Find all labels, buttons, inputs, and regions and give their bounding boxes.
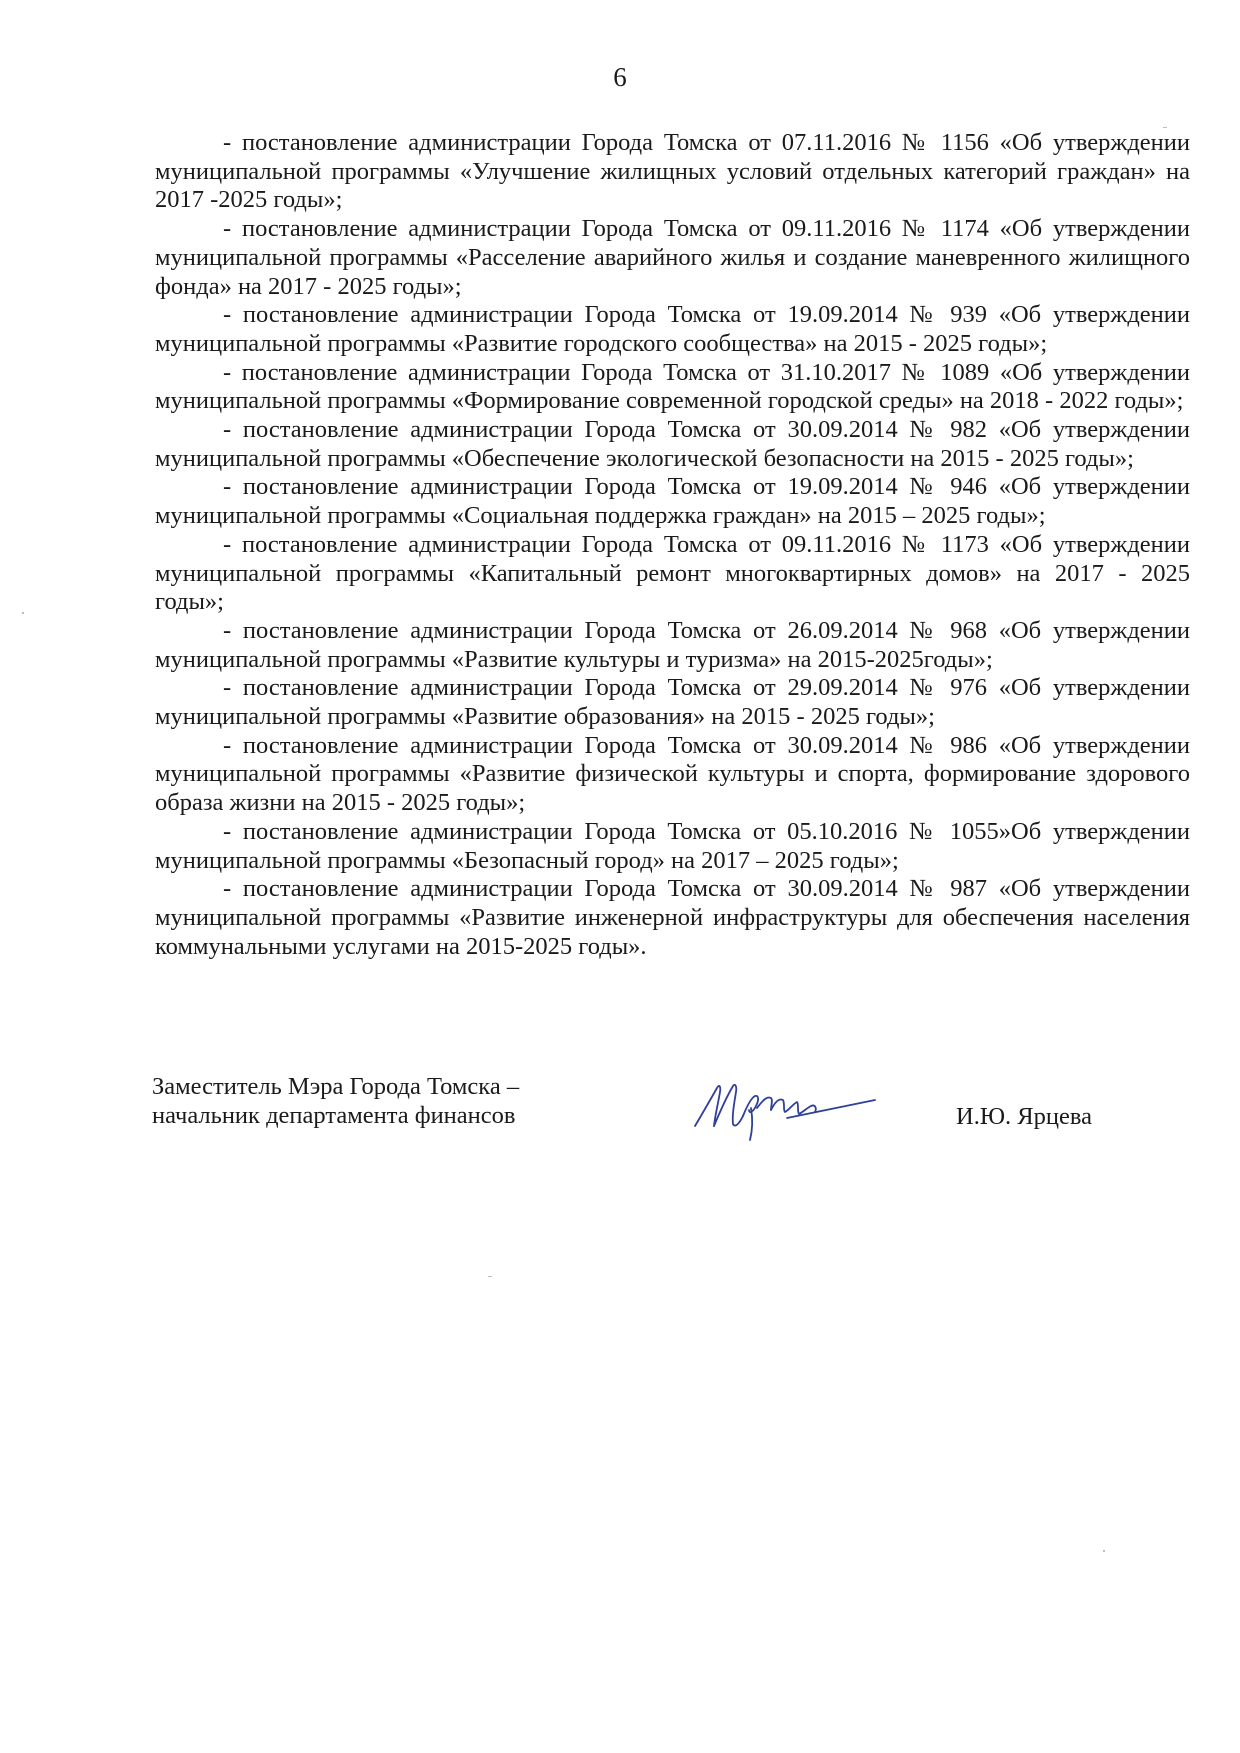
list-item: - постановление администрации Города Томска от 31.10.2017 № 1089 «Об утверждении муниципальной программы «Формирование современной городской среды» на 2018 - 2022 годы»;: [155, 358, 1190, 415]
scan-speck: [488, 1276, 492, 1277]
list-item: - постановление администрации Города Томска от 30.09.2014 № 982 «Об утверждении муниципальной программы «Обеспечение экологической безопасности на 2015 - 2025 годы»;: [155, 416, 1190, 472]
scan-speck: [22, 612, 24, 614]
list-item: - постановление администрации Города Томска от 26.09.2014 № 968 «Об утверждении муниципальной программы «Развитие культуры и туризма» на 2015-2025годы»;: [155, 616, 1190, 673]
list-item: - постановление администрации Города Томска от 09.11.2016 № 1173 «Об утверждении муниципальной программы «Капитальный ремонт многоквартирных домов» на 2017 - 2025 годы»;: [155, 530, 1190, 616]
page-number: 6: [613, 62, 627, 92]
handwritten-signature: [687, 1066, 882, 1146]
scan-speck: [1163, 127, 1167, 128]
signatory-name: И.Ю. Ярцева: [956, 1103, 1092, 1130]
list-item: - постановление администрации Города Томска от 30.09.2014 № 986 «Об утверждении муниципальной программы «Развитие физической культуры и спорта, формирование здорового образа жизни на 2015 - 2025 годы»;: [155, 731, 1190, 817]
signatory-position-line-1: Заместитель Мэра Города Томска –: [152, 1073, 520, 1100]
signature-block: [152, 1072, 1202, 1162]
signatory-position: [152, 1072, 519, 1130]
document-body: [155, 129, 1190, 961]
signatory-position-line-2: начальник департамента финансов: [152, 1102, 516, 1129]
list-item: - постановление администрации Города Томска от 19.09.2014 № 939 «Об утверждении муниципальной программы «Развитие городского сообщества» на 2015 - 2025 годы»;: [155, 301, 1190, 357]
list-item: - постановление администрации Города Томска от 05.10.2016 № 1055»Об утверждении муниципальной программы «Безопасный город» на 2017 – 2025 годы»;: [155, 817, 1190, 874]
list-item: - постановление администрации Города Томска от 07.11.2016 № 1156 «Об утверждении муниципальной программы «Улучшение жилищных условий отдельных категорий граждан» на 2017 -2025 годы»;: [155, 129, 1190, 214]
list-item: - постановление администрации Города Томска от 19.09.2014 № 946 «Об утверждении муниципальной программы «Социальная поддержка граждан» на 2015 – 2025 годы»;: [155, 473, 1190, 530]
list-item: - постановление администрации Города Томска от 30.09.2014 № 987 «Об утверждении муниципальной программы «Развитие инженерной инфраструктуры для обеспечения населения коммунальными услугами на 2015-2025 годы».: [155, 875, 1190, 960]
scan-speck: [1103, 1550, 1105, 1552]
list-item: - постановление администрации Города Томска от 09.11.2016 № 1174 «Об утверждении муниципальной программы «Расселение аварийного жилья и создание маневренного жилищного фонда» на 2017 - 2025 годы»;: [155, 215, 1190, 300]
list-item: - постановление администрации Города Томска от 29.09.2014 № 976 «Об утверждении муниципальной программы «Развитие образования» на 2015 - 2025 годы»;: [155, 674, 1190, 731]
